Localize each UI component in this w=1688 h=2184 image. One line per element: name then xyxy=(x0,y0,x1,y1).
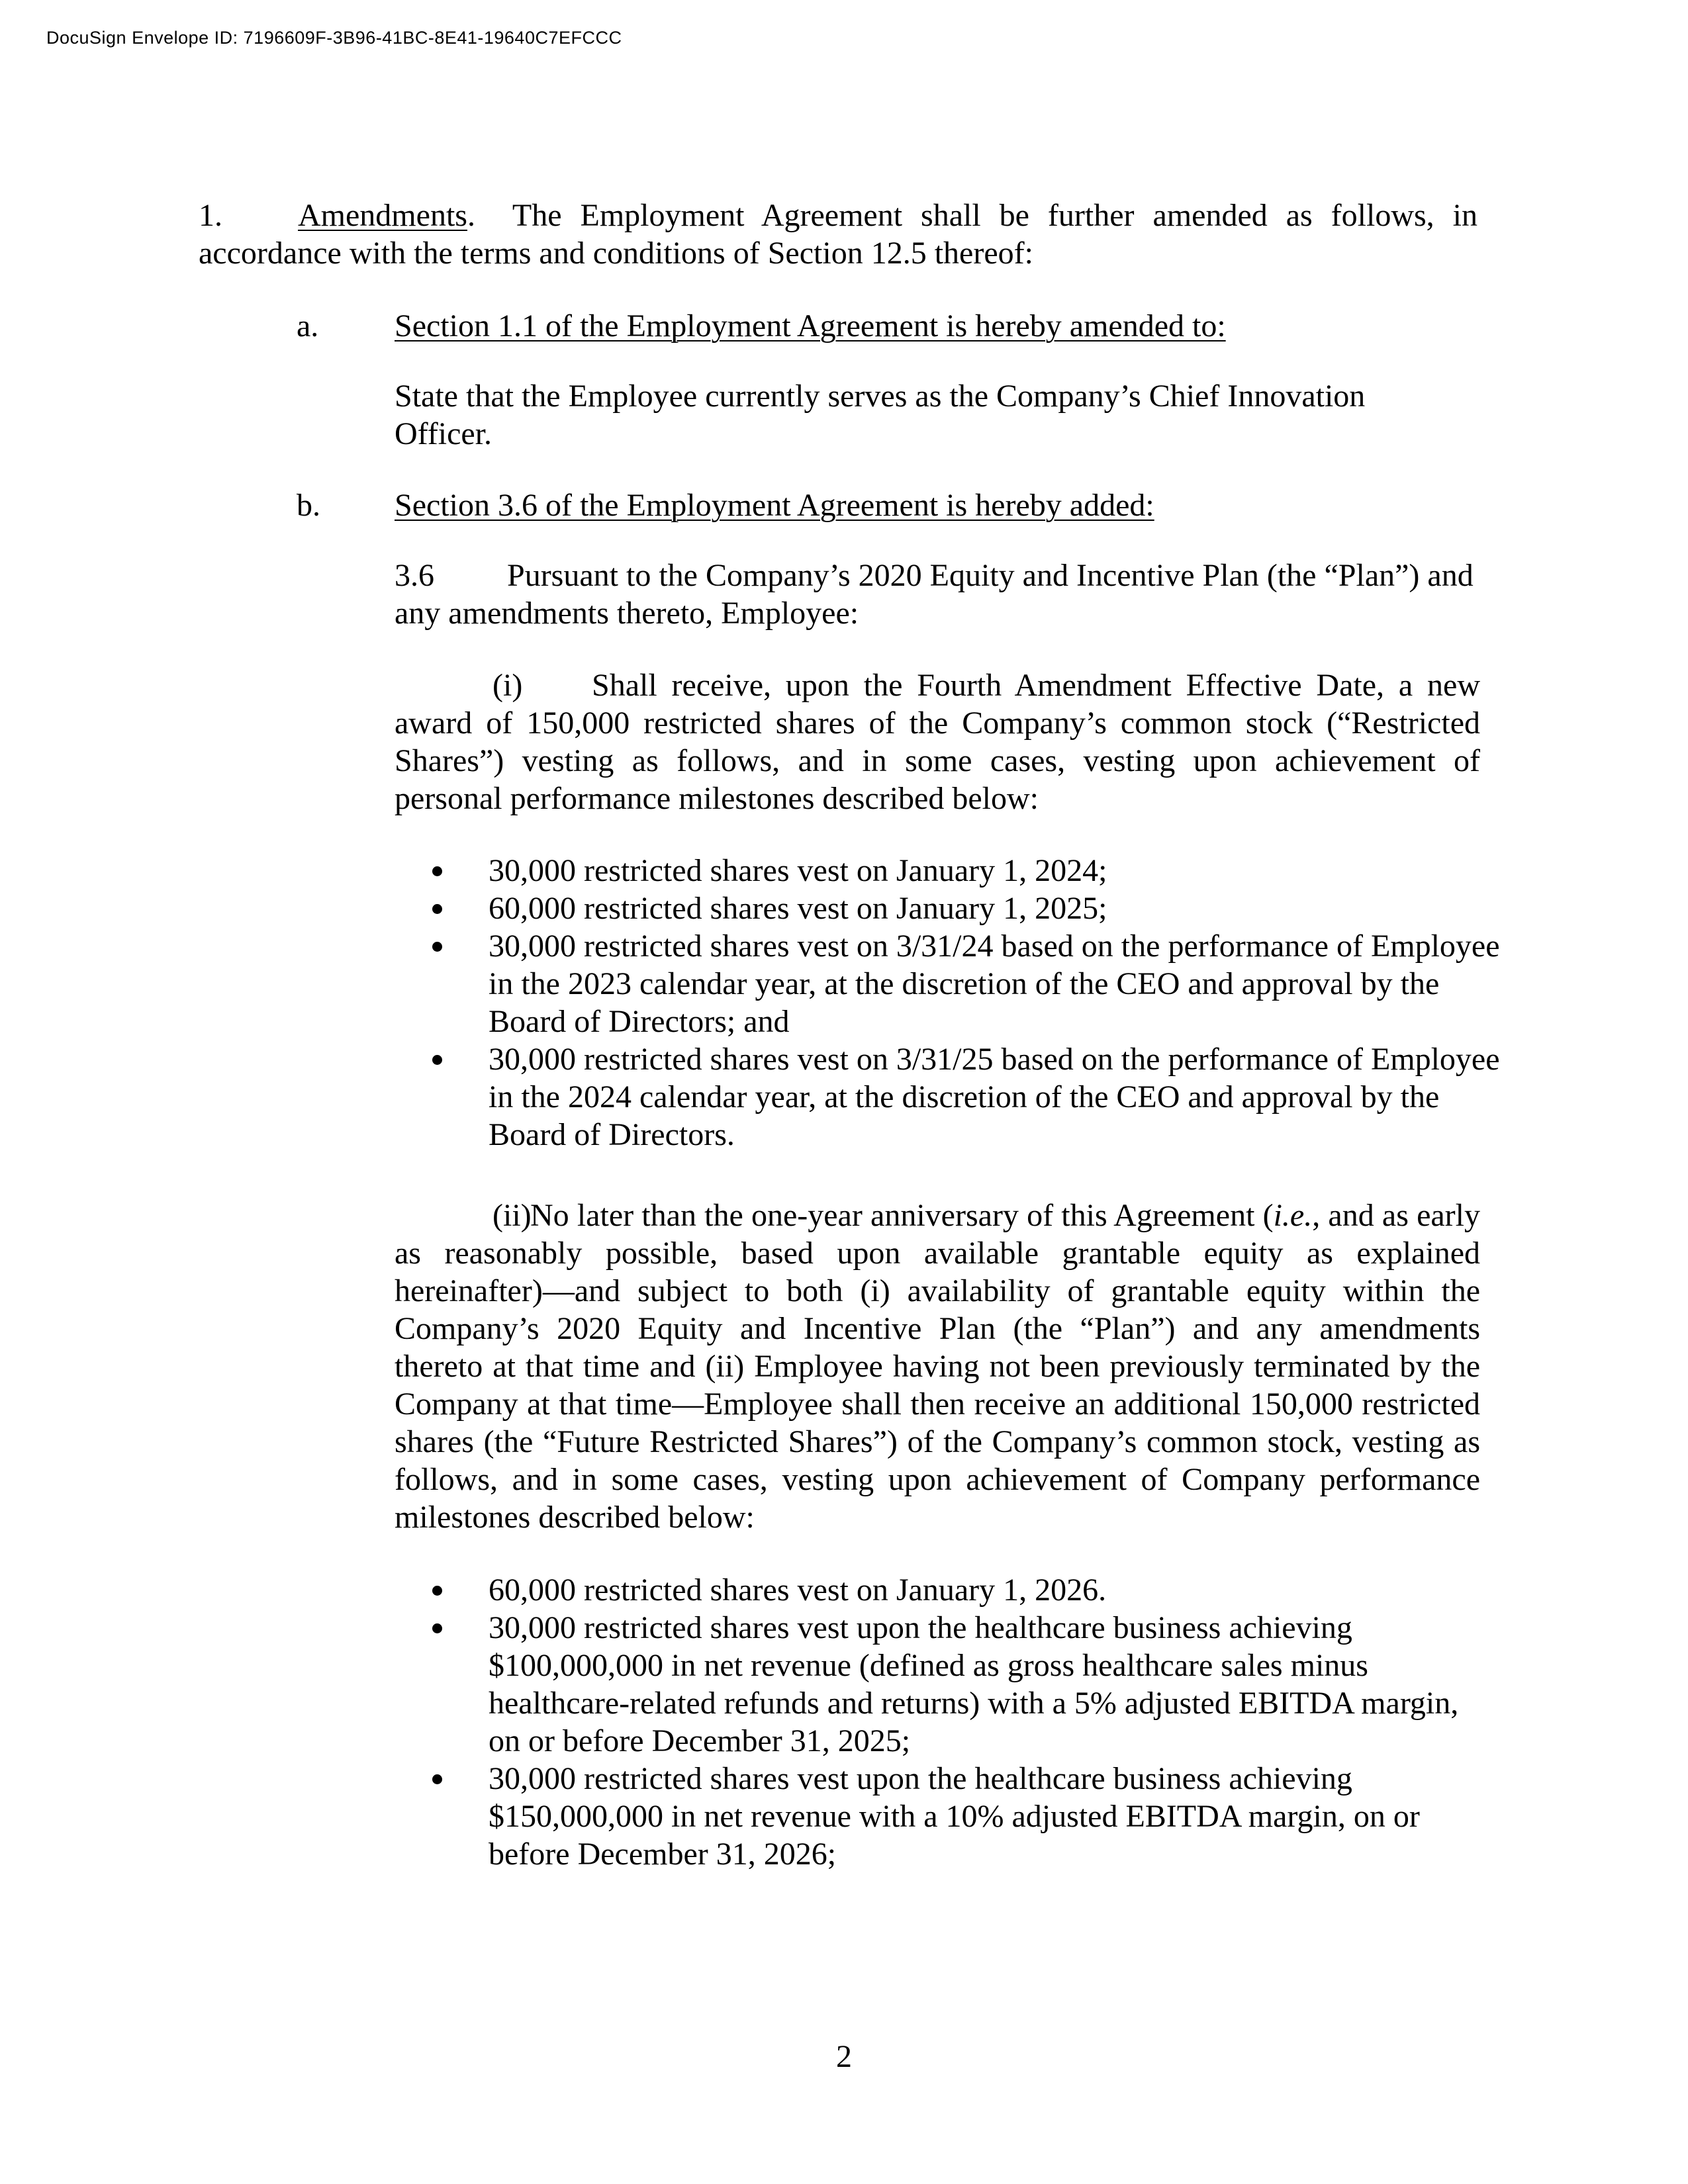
item-a-text: State that the Employee currently serves as the Company’s Chief Innovation Officer. xyxy=(395,379,1366,451)
list-item: 30,000 restricted shares vest on 3/31/25 based on the performance of Employee in the 2024 calendar year, at the discretion of the CEO and approval by the Board of Directors. xyxy=(489,1040,1501,1154)
list-item: 30,000 restricted shares vest upon the healthcare business achieving $100,000,000 in net revenue (defined as gross healthcare sales minus healthcare-related refunds and returns) with a 5% adjusted EBITDA margin, on or before December 31, 2025; xyxy=(489,1609,1462,1760)
clause-ii-italic: i.e. xyxy=(1273,1198,1313,1233)
page-number: 2 xyxy=(836,2039,852,2074)
clause-ii-paragraph xyxy=(395,1197,1480,1536)
section-1-number: 1. xyxy=(199,198,222,233)
clause-ii-label: (ii) xyxy=(492,1198,532,1233)
bullet-icon xyxy=(432,904,442,914)
clause-ii-bullet-list xyxy=(489,1571,1462,1873)
item-b-letter: b. xyxy=(297,488,320,523)
item-a-title xyxy=(395,307,1480,345)
section-3-6-number: 3.6 xyxy=(395,558,434,593)
section-1-intro: The Employment Agreement shall be further amended as follows, in accordance with the terms and conditions of Section 12.5 thereof: xyxy=(199,198,1477,271)
item-b-title-text: Section 3.6 of the Employment Agreement is hereby added: xyxy=(395,488,1154,523)
clause-i-label: (i) xyxy=(492,668,523,703)
clause-i-paragraph xyxy=(395,666,1480,817)
clause-i-bullet-list xyxy=(489,852,1501,1154)
list-item: 30,000 restricted shares vest on 3/31/24 based on the performance of Employee in the 2023 calendar year, at the discretion of the CEO and approval by the Board of Directors; and xyxy=(489,927,1501,1040)
list-item: 30,000 restricted shares vest on January 1, 2024; xyxy=(489,852,1501,889)
list-item: 60,000 restricted shares vest on January 1, 2025; xyxy=(489,889,1501,927)
section-1-heading: Amendments xyxy=(298,198,467,233)
list-item: 30,000 restricted shares vest upon the healthcare business achieving $150,000,000 in net revenue with a 10% adjusted EBITDA margin, on or before December 31, 2026; xyxy=(489,1760,1462,1873)
section-3-6-text: Pursuant to the Company’s 2020 Equity and Incentive Plan (the “Plan”) and any amendments thereto, Employee: xyxy=(395,558,1474,631)
item-a-title-text: Section 1.1 of the Employment Agreement is hereby amended to: xyxy=(395,308,1226,343)
list-item: 60,000 restricted shares vest on January 1, 2026. xyxy=(489,1571,1462,1609)
bullet-icon xyxy=(432,866,442,876)
docusign-envelope-id: DocuSign Envelope ID: 7196609F-3B96-41BC-8E41-19640C7EFCCC xyxy=(46,28,622,48)
bullet-icon xyxy=(432,1055,442,1065)
section-3-6-paragraph xyxy=(395,557,1480,632)
item-a-letter: a. xyxy=(297,308,319,343)
section-1-heading-punct: . xyxy=(467,198,475,233)
section-1-paragraph xyxy=(199,197,1477,272)
item-b-title xyxy=(395,486,1480,524)
bullet-icon xyxy=(432,1623,442,1633)
bullet-icon xyxy=(432,942,442,952)
clause-i-text: Shall receive, upon the Fourth Amendment Effective Date, a new award of 150,000 restricted shares of the Company’s common stock (“Restricted Shares”) vesting as follows, and in some cases, vesting upon achievement of personal performance milestones described below: xyxy=(395,668,1480,816)
clause-ii-text-after: , and as early as reasonably possible, based upon available grantable equity as explained hereinafter)—and subject to both (i) availability of grantable equity within the Company’s 2020 Equity and Incentive Plan (the “Plan”) and any amendments thereto at that time and (ii) Employee having not been previously terminated by the Company at that time—Employee shall then receive an additional 150,000 restricted shares (the “Future Restricted Shares”) of the Company’s common stock, vesting as follows, and in some cases, vesting upon achievement of Company performance milestones described below: xyxy=(395,1198,1480,1535)
bullet-icon xyxy=(432,1774,442,1784)
clause-ii-text-before: No later than the one-year anniversary of this Agreement ( xyxy=(530,1198,1274,1233)
bullet-icon xyxy=(432,1586,442,1596)
